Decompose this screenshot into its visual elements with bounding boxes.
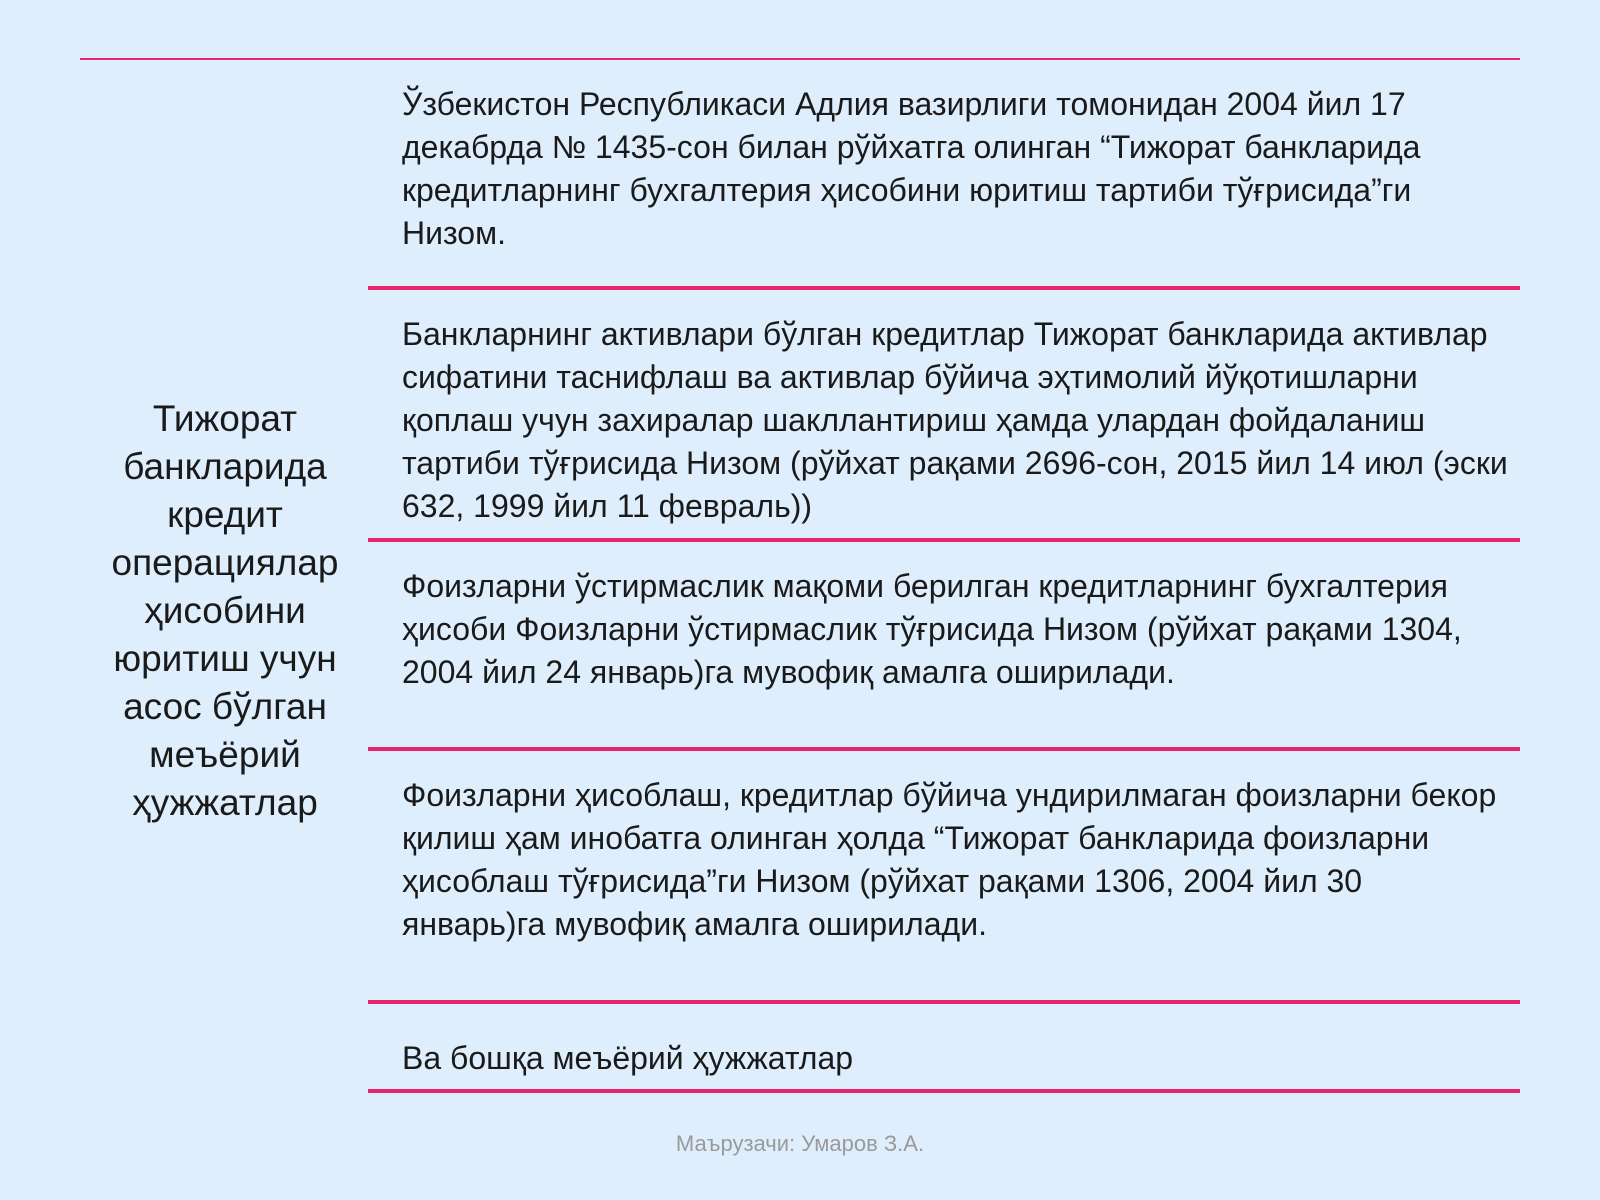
document-item-4: Фоизларни ҳисоблаш, кредитлар бўйича ундирилмаган фоизларни бекор қилиш ҳам инобатга олинган ҳолда “Тижорат банкларида фоизларни ҳисоблаш тўғрисида”ги Низом (рўйхат рақами 1306, 2004 йил 30 январь)га мувофиқ амалга оширилади. <box>402 777 1497 942</box>
item-divider-2 <box>368 538 1520 542</box>
document-item-3: Фоизларни ўстирмаслик мақоми берилган кредитларнинг бухгалтерия ҳисоби Фоизларни ўстирмаслик тўғрисида Низом (рўйхат рақами 1304, 2004 йил 24 январь)га мувофиқ амалга оширилади. <box>402 568 1462 690</box>
item-divider-3 <box>368 747 1520 751</box>
lecturer-footer: Маърузачи: Умаров З.А. <box>675 1131 925 1156</box>
document-item-2: Банкларнинг активлари бўлган кредитлар Тижорат банкларида активлар сифатини таснифлаш ва активлар бўйича эҳтимолий йўқотишларни қоплаш учун захиралар шакллантириш ҳамда улардан фойдаланиш тартиби тўғрисида Низом (рўйхат рақами 2696-сон, 2015 йил 14 июл (эски 632, 1999 йил 11 февраль)) <box>402 316 1508 524</box>
document-item-1: Ўзбекистон Республикаси Адлия вазирлиги томонидан 2004 йил 17 декабрда № 1435-сон билан рўйхатга олинган “Тижорат банкларида кредитларнинг бухгалтерия ҳисобини юритиш тартиби тўғрисида”ги Низом. <box>402 86 1421 251</box>
section-heading: Тижорат банкларида кредит операциялар ҳисобини юритиш учун асос бўлган меъёрий ҳужжатлар <box>111 398 339 823</box>
top-divider <box>80 58 1520 60</box>
item-divider-5 <box>368 1089 1520 1093</box>
item-divider-4 <box>368 1000 1520 1004</box>
document-item-5: Ва бошқа меъёрий ҳужжатлар <box>402 1040 854 1076</box>
item-divider-1 <box>368 286 1520 290</box>
